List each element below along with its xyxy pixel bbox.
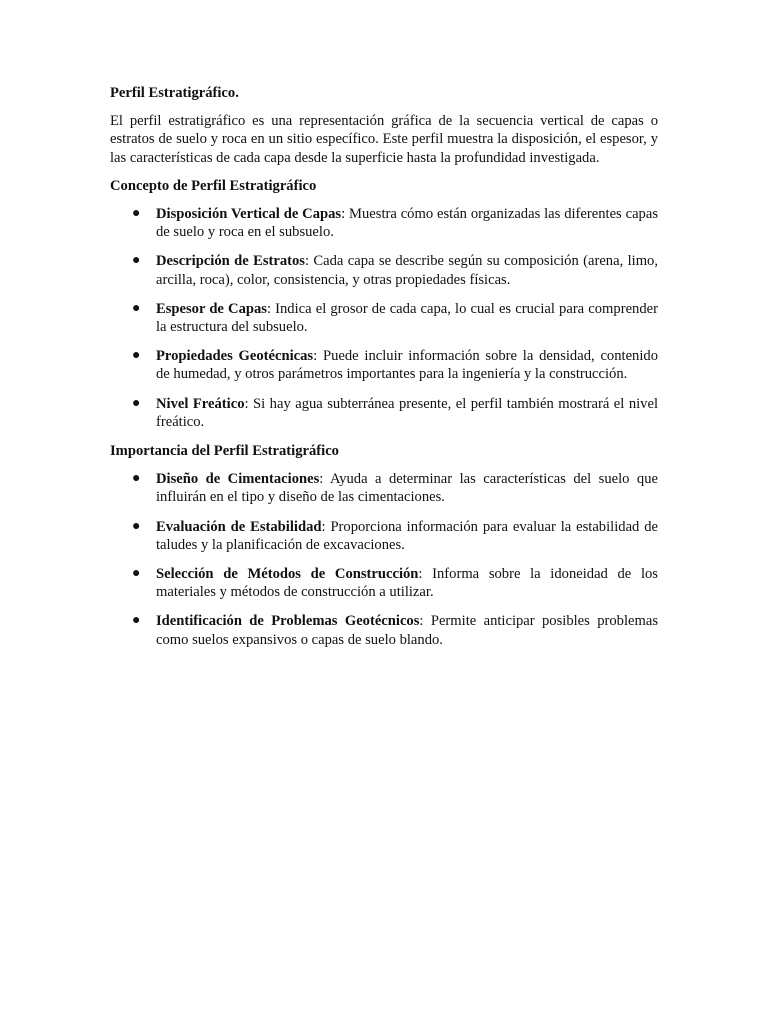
- item-text: : Permite anticipar posibles problemas como suelos expansivos o capas de suelo blando.: [156, 613, 658, 648]
- list-item: [110, 518, 658, 554]
- item-text: : Si hay agua subterránea presente, el perfil también mostrará el nivel freático.: [156, 395, 658, 430]
- bullet-icon: ●: [132, 518, 141, 534]
- item-term: Disposición Vertical de Capas: [156, 206, 342, 223]
- item-term: Nivel Freático: [156, 395, 245, 412]
- section-heading-importancia: Importancia del Perfil Estratigráfico: [110, 443, 339, 460]
- concepto-list: [110, 205, 658, 431]
- item-term: Evaluación de Estabilidad: [156, 518, 322, 535]
- item-text: : Indica el grosor de cada capa, lo cual es crucial para comprender la estructura del subsuelo.: [156, 300, 658, 336]
- item-term: Espesor de Capas: [156, 300, 267, 317]
- bullet-icon: ●: [132, 206, 141, 222]
- item-text: : Proporciona información para evaluar la estabilidad de taludes y la planificación de excavaciones.: [156, 518, 659, 553]
- list-item: [110, 252, 658, 288]
- list-item: [110, 565, 658, 601]
- list-item: [110, 395, 658, 431]
- importancia-list: [110, 470, 658, 649]
- item-text: : Puede incluir información sobre la densidad, contenido de humedad, y otros parámetros importantes para la ingeniería y la construcción.: [156, 348, 658, 383]
- item-text: : Informa sobre la idoneidad de los materiales y métodos de construcción a utilizar.: [156, 566, 658, 601]
- bullet-icon: ●: [132, 348, 141, 364]
- bullet-icon: ●: [132, 300, 141, 316]
- list-item: [110, 470, 658, 506]
- bullet-icon: ●: [132, 471, 141, 487]
- list-item: [110, 300, 658, 336]
- item-term: Identificación de Problemas Geotécnicos: [156, 613, 420, 630]
- list-item: [110, 347, 658, 383]
- document-title: Perfil Estratigráfico.: [110, 85, 239, 101]
- bullet-icon: ●: [132, 395, 141, 411]
- list-item: [110, 205, 658, 241]
- item-term: Selección de Métodos de Construcción: [156, 566, 419, 583]
- item-text: : Ayuda a determinar las características del suelo que influirán en el tipo y diseño de las cimentaciones.: [156, 471, 658, 506]
- intro-paragraph: El perfil estratigráfico es una representación gráfica de la secuencia vertical de capas o estratos de suelo y roca en un sitio específico. Este perfil muestra la disposición, el espesor, y las características de cada capa desde la superficie hasta la profundidad investigada.: [110, 113, 658, 166]
- item-term: Descripción de Estratos: [156, 253, 305, 270]
- bullet-icon: ●: [132, 253, 141, 269]
- item-text: : Muestra cómo están organizadas las diferentes capas de suelo y roca en el subsuelo.: [156, 206, 659, 241]
- item-term: Diseño de Cimentaciones: [156, 471, 320, 488]
- item-term: Propiedades Geotécnicas: [156, 348, 314, 365]
- bullet-icon: ●: [132, 566, 141, 582]
- list-item: [110, 612, 658, 648]
- item-text: : Cada capa se describe según su composición (arena, limo, arcilla, roca), color, consistencia, y otras propiedades físicas.: [156, 253, 658, 288]
- bullet-icon: ●: [132, 613, 141, 629]
- document-page: [110, 84, 658, 660]
- section-heading-concepto: Concepto de Perfil Estratigráfico: [110, 177, 317, 194]
